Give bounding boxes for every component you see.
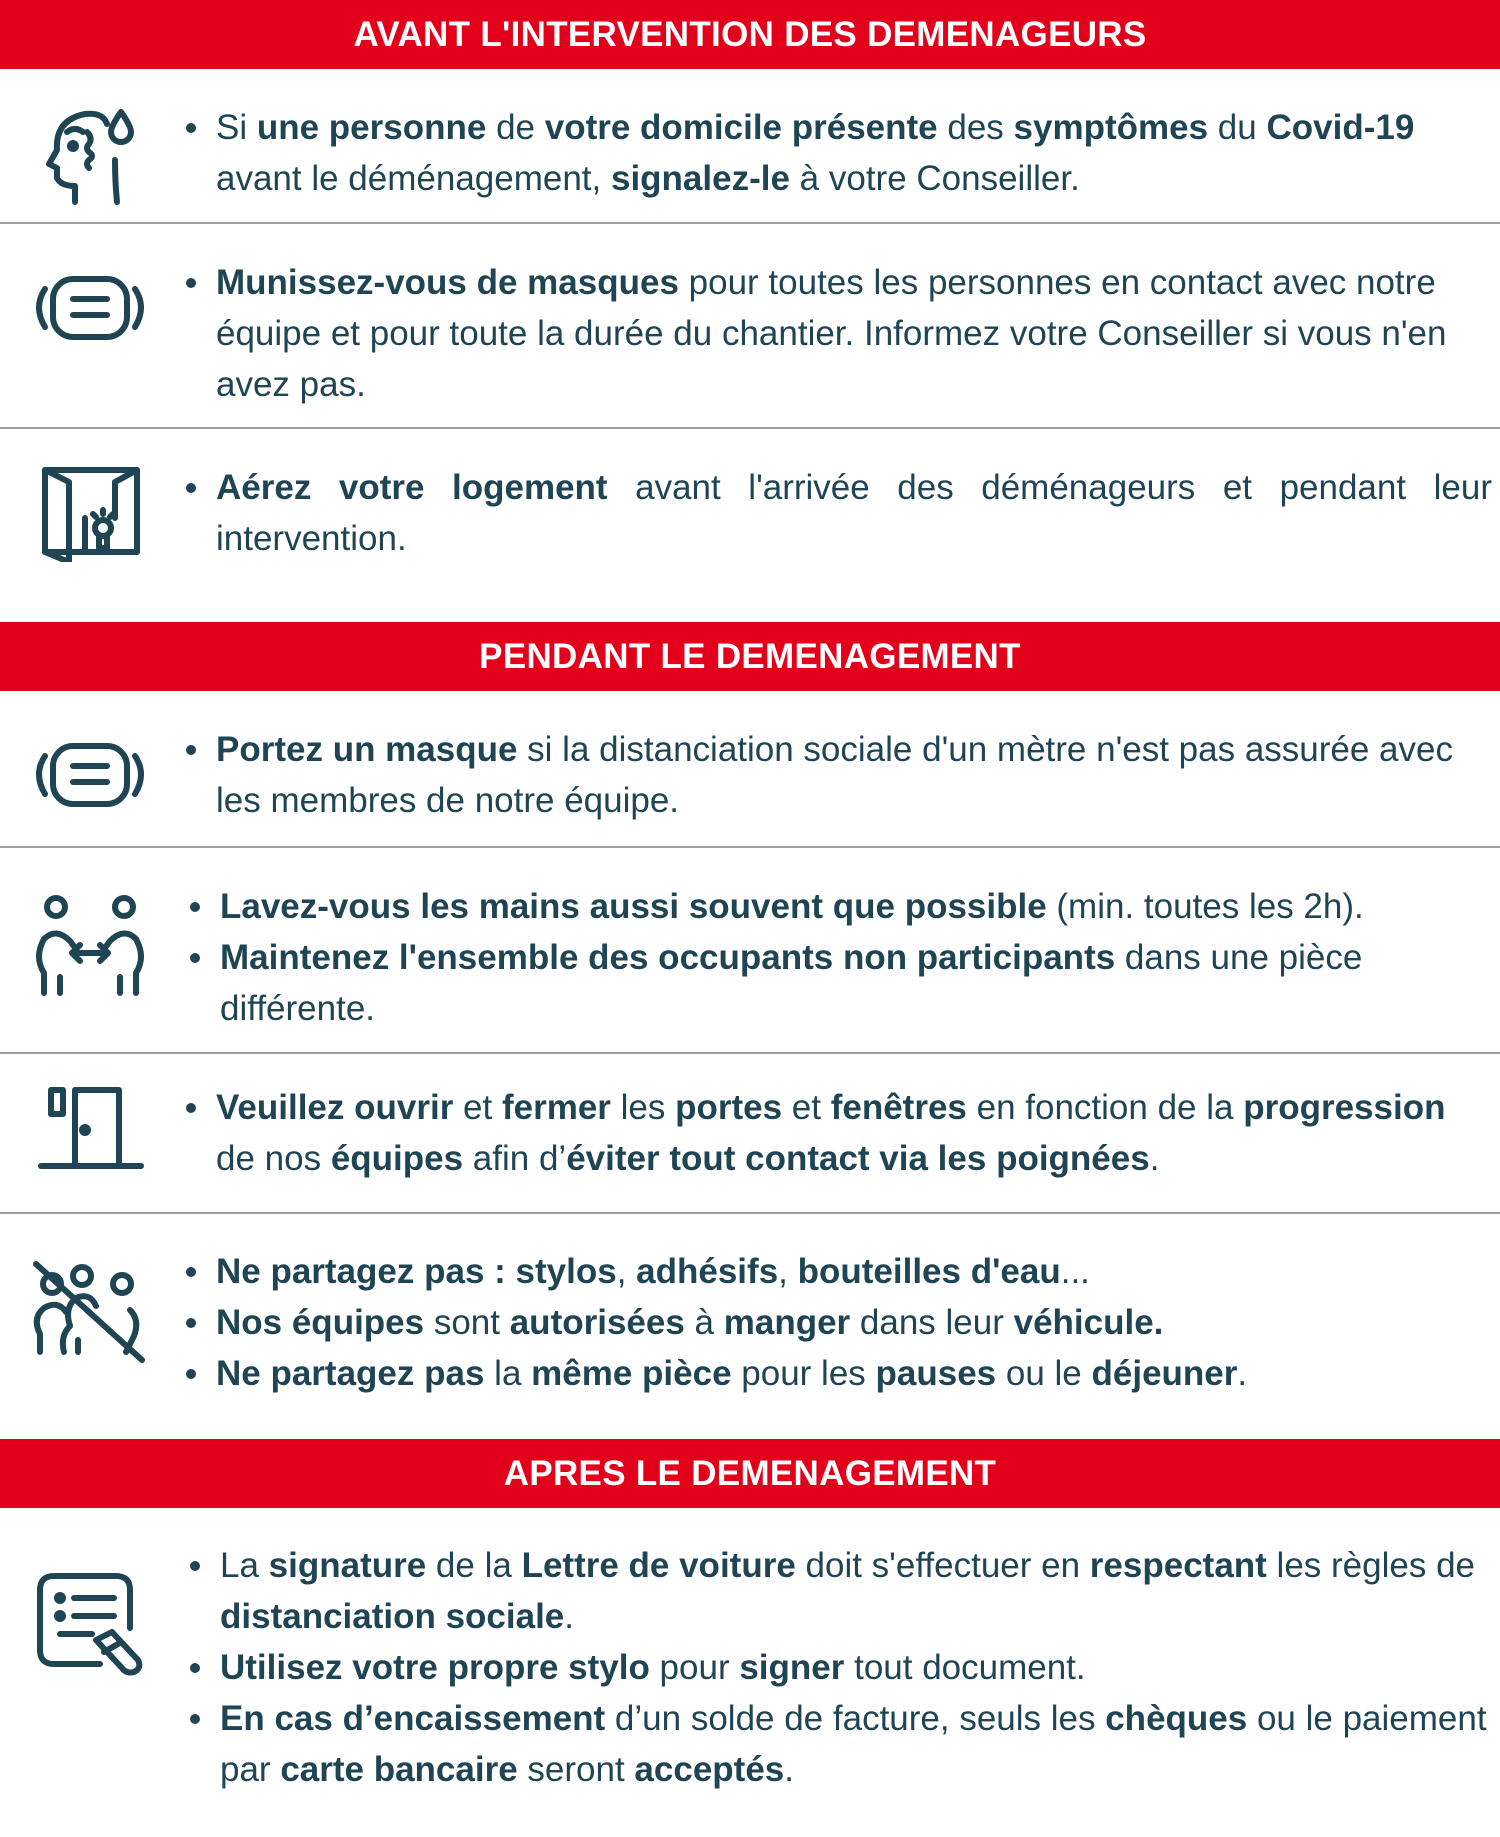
text: de la: [426, 1546, 522, 1585]
bold-text: signalez-le: [610, 159, 790, 198]
guideline-row: [0, 848, 1500, 1054]
text: dans leur: [850, 1303, 1014, 1342]
text: La: [220, 1546, 269, 1585]
bold-text: fenêtres: [830, 1088, 967, 1127]
guideline-item: [180, 724, 1492, 826]
bold-text: distanciation sociale: [220, 1597, 565, 1636]
text: .: [1149, 1139, 1160, 1178]
section-header-before: AVANT L'INTERVENTION DES DEMENAGEURS: [0, 0, 1500, 69]
bold-text: Maintenez l'ensemble des occupants non participants: [220, 938, 1116, 977]
text: à votre Conseiller.: [789, 159, 1080, 198]
bold-text: signer: [739, 1648, 845, 1687]
text: avant le déménagement,: [216, 159, 611, 198]
bold-text: Ne partagez pas: [216, 1354, 485, 1393]
guideline-item: [180, 462, 1492, 564]
text: si la distanciation sociale d'un mètre n'est pas assurée avec les membres de notre équipe.: [216, 730, 1453, 820]
text: des: [937, 108, 1014, 147]
text: ...: [1060, 1252, 1090, 1291]
bold-text: Ne partagez pas : stylos: [216, 1252, 617, 1291]
text: .: [564, 1597, 575, 1636]
text: de: [486, 108, 545, 147]
text: les: [610, 1088, 676, 1127]
text: .: [1237, 1354, 1248, 1393]
guideline-row: [0, 224, 1500, 429]
bold-text: Aérez votre logement: [216, 468, 608, 507]
bold-text: une personne: [256, 108, 487, 147]
bold-text: Portez un masque: [216, 730, 518, 769]
guideline-item: [180, 102, 1492, 204]
bold-text: manger: [723, 1303, 851, 1342]
text: en fonction de la: [966, 1088, 1244, 1127]
text: la: [484, 1354, 532, 1393]
text: les règles de: [1266, 1546, 1475, 1585]
bold-text: En cas d’encaissement: [220, 1699, 606, 1738]
social-distance-icon: [0, 881, 180, 1003]
text: tout document.: [844, 1648, 1086, 1687]
bold-text: éviter tout contact via les poignées: [566, 1139, 1150, 1178]
guideline-item: [184, 1693, 1492, 1795]
bold-text: symptômes: [1013, 108, 1209, 147]
text: .: [784, 1750, 794, 1789]
mask-icon: [0, 257, 180, 357]
mask-icon: [0, 724, 180, 824]
bold-text: votre domicile présente: [544, 108, 938, 147]
guideline-row: [0, 691, 1500, 848]
bold-text: équipes: [330, 1139, 464, 1178]
text: ,: [778, 1252, 798, 1291]
bold-text: Lettre de voiture: [521, 1546, 796, 1585]
bold-text: adhésifs: [636, 1252, 779, 1291]
text: dans une pièce différente.: [220, 938, 1363, 1028]
bold-text: véhicule.: [1013, 1303, 1164, 1342]
guideline-row: [0, 1214, 1500, 1439]
text: sont: [424, 1303, 510, 1342]
guideline-row: [0, 1508, 1500, 1789]
guideline-item: [180, 1246, 1492, 1297]
bold-text: fermer: [501, 1088, 611, 1127]
bold-text: même pièce: [531, 1354, 732, 1393]
bold-text: Nos équipes: [216, 1303, 425, 1342]
guideline-item: [184, 881, 1492, 932]
bold-text: Covid-19: [1266, 108, 1415, 147]
guideline-row: [0, 69, 1500, 224]
text: du: [1208, 108, 1267, 147]
bold-text: bouteilles d'eau: [797, 1252, 1061, 1291]
open-window-icon: [0, 462, 180, 562]
bold-text: Utilisez votre propre stylo: [220, 1648, 650, 1687]
guideline-row: [0, 1054, 1500, 1214]
text: et: [453, 1088, 502, 1127]
text: ou le: [996, 1354, 1092, 1393]
text: seront: [517, 1750, 635, 1789]
text: ou le paiement par: [220, 1699, 1487, 1789]
bold-text: déjeuner: [1091, 1354, 1238, 1393]
text: ,: [616, 1252, 637, 1291]
bold-text: respectant: [1089, 1546, 1267, 1585]
guideline-item: [184, 932, 1492, 1034]
no-sharing-icon: [0, 1246, 180, 1366]
bold-text: acceptés: [634, 1750, 785, 1789]
guideline-item: [180, 1082, 1492, 1184]
section-header-after: APRES LE DEMENAGEMENT: [0, 1439, 1500, 1508]
bold-text: Veuillez ouvrir: [216, 1088, 454, 1127]
text: à: [684, 1303, 724, 1342]
bold-text: portes: [675, 1088, 783, 1127]
guideline-item: [184, 1642, 1492, 1693]
text: (min. toutes les 2h).: [1046, 887, 1364, 926]
door-icon: [0, 1082, 180, 1182]
bold-text: Lavez-vous les mains aussi souvent que possible: [220, 887, 1047, 926]
sick-person-icon: [0, 102, 180, 212]
section-header-during: PENDANT LE DEMENAGEMENT: [0, 622, 1500, 691]
bold-text: Munissez-vous de masques: [216, 263, 679, 302]
text: Si: [216, 108, 257, 147]
text: avant l'arrivée des déménageurs et pendant leur intervention.: [216, 468, 1492, 558]
bold-text: pauses: [875, 1354, 997, 1393]
text: de nos: [216, 1139, 331, 1178]
text: doit s'effectuer en: [795, 1546, 1090, 1585]
bold-text: carte bancaire: [280, 1750, 518, 1789]
bold-text: signature: [268, 1546, 427, 1585]
text: pour: [649, 1648, 740, 1687]
guideline-item: [180, 1297, 1492, 1348]
guideline-row: [0, 429, 1500, 622]
guideline-item: [184, 1540, 1492, 1642]
guideline-item: [180, 1348, 1492, 1399]
text: d’un solde de facture, seuls les: [605, 1699, 1106, 1738]
text: afin d’: [463, 1139, 567, 1178]
document-sign-icon: [0, 1540, 180, 1678]
text: pour toutes les personnes en contact avec notre équipe et pour toute la durée du chantier. Informez votre Conseiller si vous n'en avez pas.: [216, 263, 1447, 404]
text: et: [782, 1088, 831, 1127]
bold-text: progression: [1243, 1088, 1446, 1127]
text: pour les: [731, 1354, 876, 1393]
bold-text: chèques: [1105, 1699, 1248, 1738]
bold-text: autorisées: [509, 1303, 685, 1342]
guideline-item: [180, 257, 1492, 410]
